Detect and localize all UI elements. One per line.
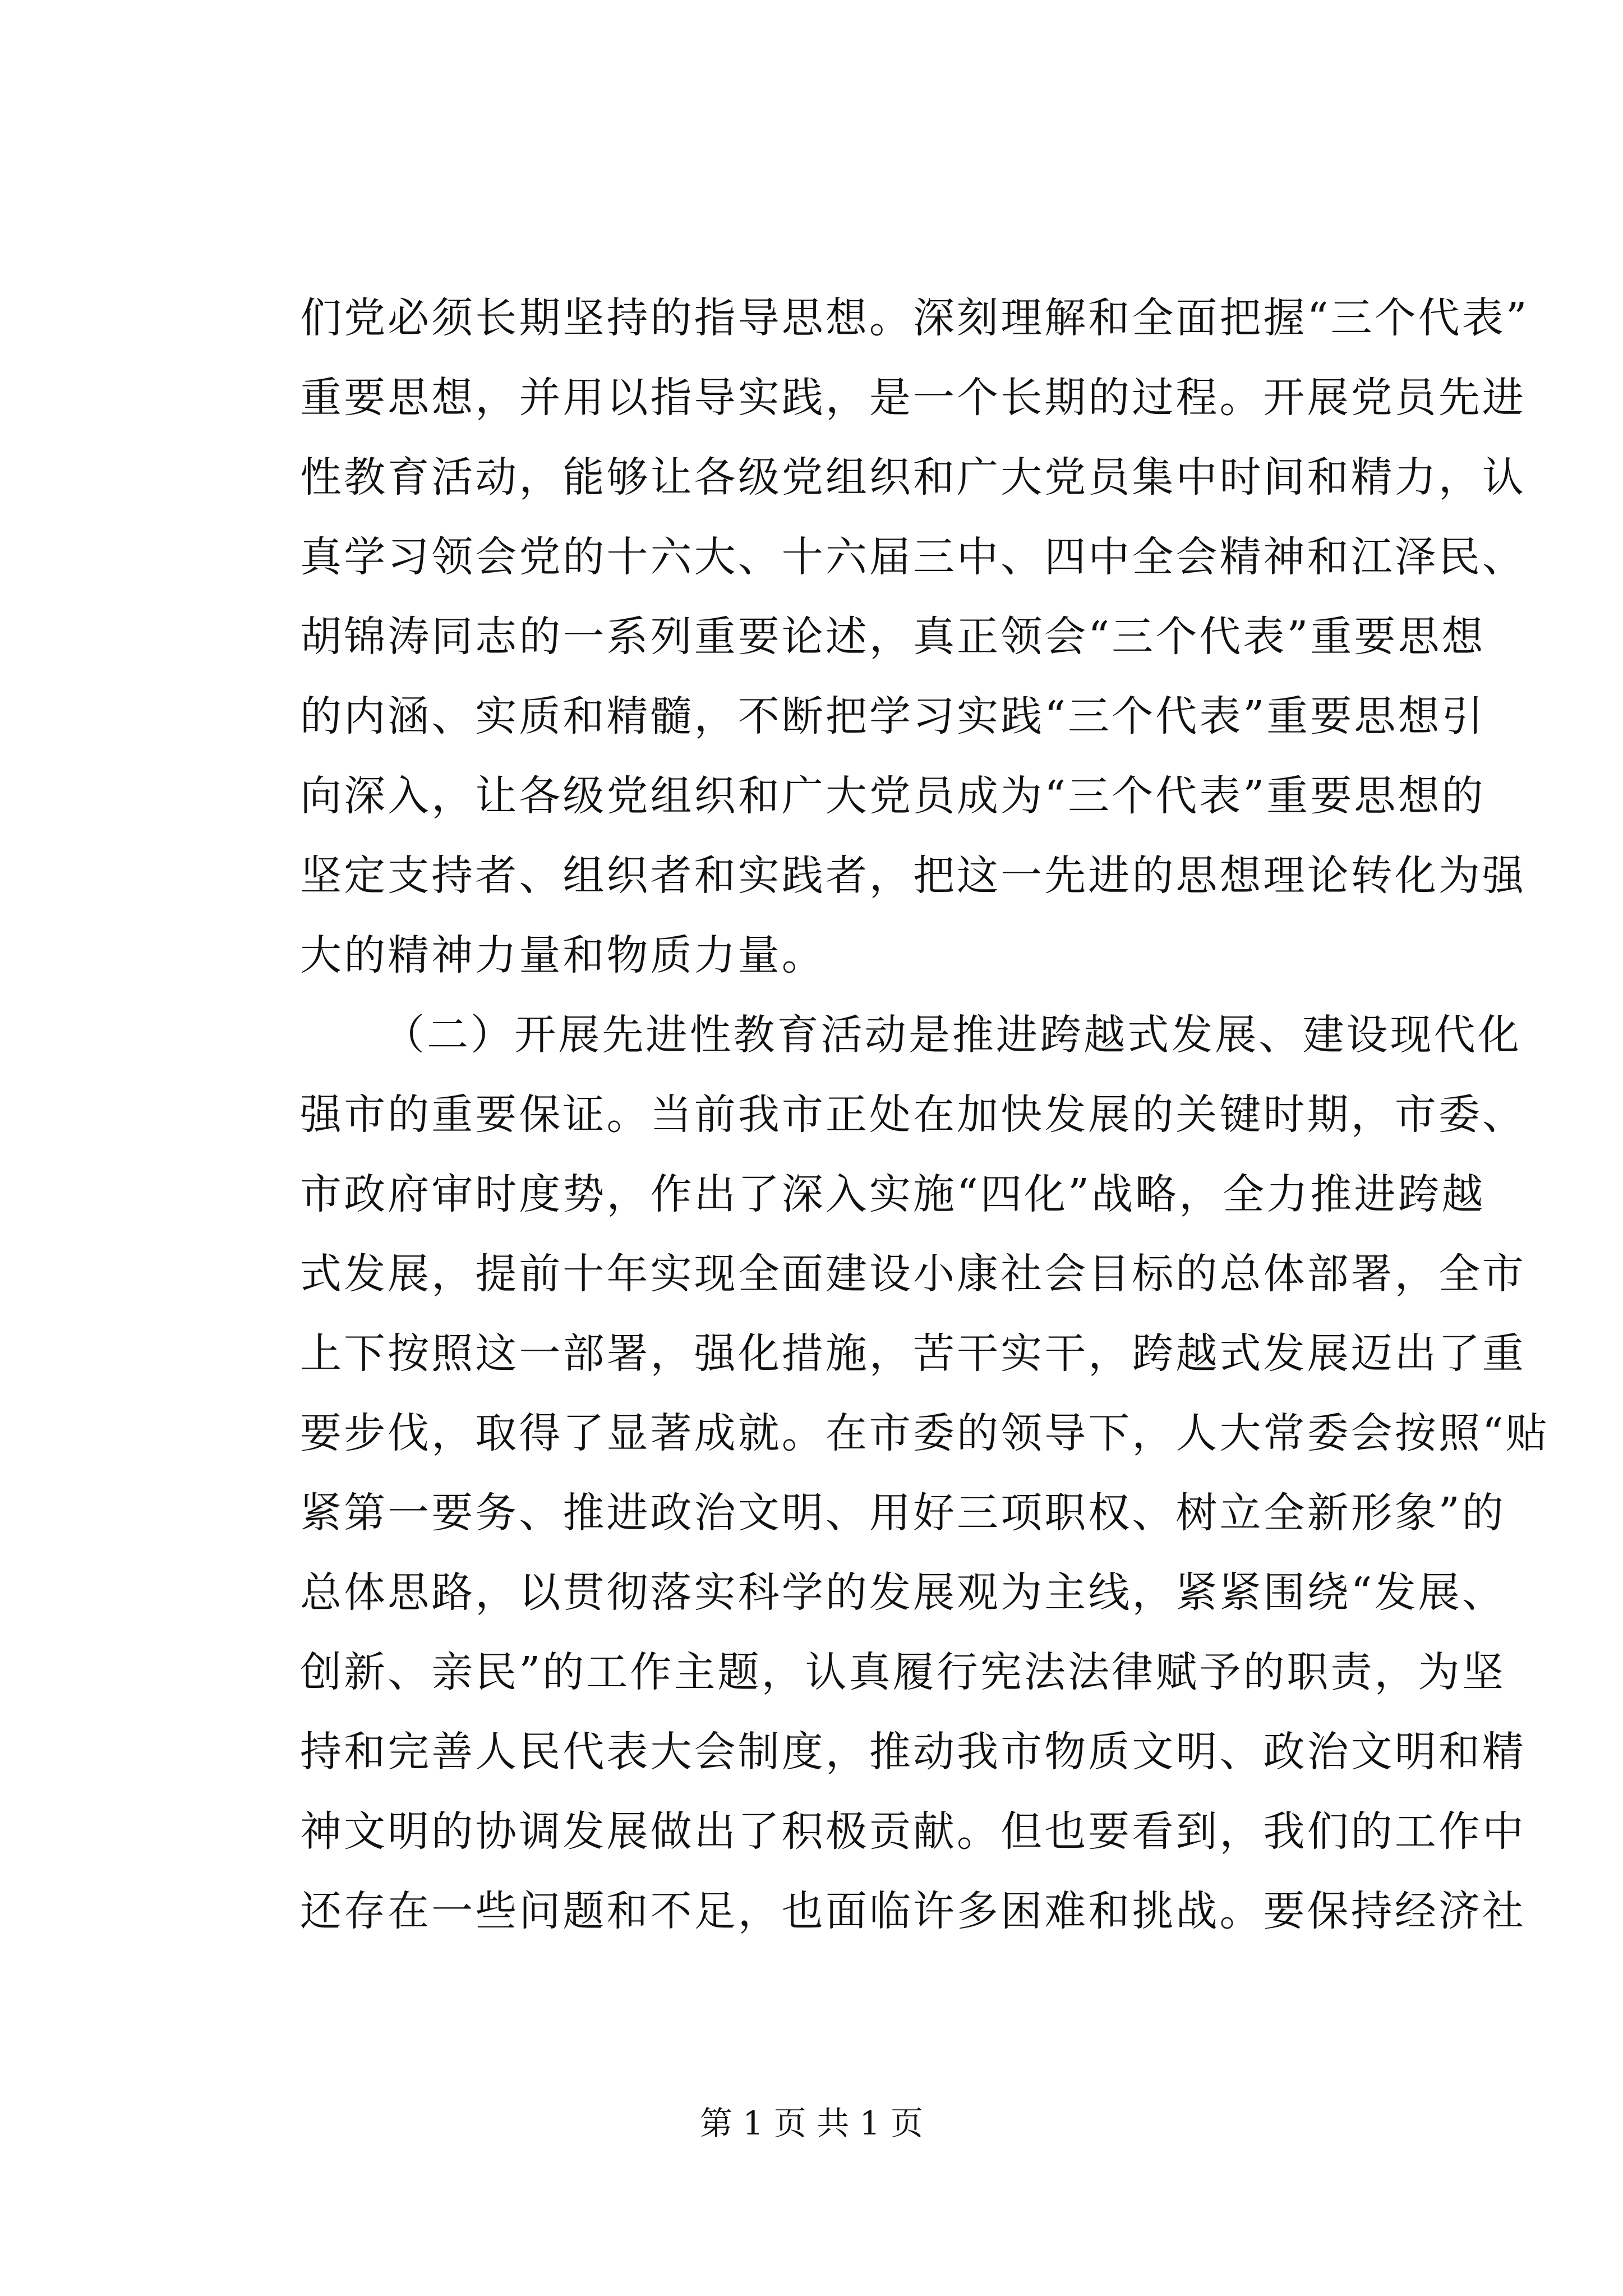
paragraph-first-line: （二）开展先进性教育活动是推进跨越式发展、建设现代化	[383, 1011, 1521, 1059]
text-line: 大的精神力量和物质力量。	[300, 931, 826, 979]
page-footer: 第 1 页 共 1 页	[700, 2104, 923, 2142]
text-line: 的内涵、实质和精髓，不断把学习实践“三个代表”重要思想引	[300, 692, 1486, 740]
text-line: 们党必须长期坚持的指导思想。深刻理解和全面把握“三个代表”	[300, 294, 1529, 342]
text-line: 强市的重要保证。当前我市正处在加快发展的关键时期，市委、	[300, 1091, 1526, 1139]
text-line: 坚定支持者、组织者和实践者，把这一先进的思想理论转化为强	[300, 852, 1526, 900]
text-line: 性教育活动，能够让各级党组织和广大党员集中时间和精力，认	[300, 453, 1526, 501]
text-line: 持和完善人民代表大会制度，推动我市物质文明、政治文明和精	[300, 1728, 1526, 1776]
text-line: 胡锦涛同志的一系列重要论述，真正领会“三个代表”重要思想	[300, 613, 1486, 661]
text-line: 上下按照这一部署，强化措施，苦干实干，跨越式发展迈出了重	[300, 1329, 1526, 1378]
text-line: 创新、亲民”的工作主题，认真履行宪法法律赋予的职责，为坚	[300, 1648, 1506, 1696]
text-line: 式发展，提前十年实现全面建设小康社会目标的总体部署，全市	[300, 1250, 1526, 1298]
text-line: 市政府审时度势，作出了深入实施“四化”战略，全力推进跨越	[300, 1170, 1486, 1218]
text-line: 真学习领会党的十六大、十六届三中、四中全会精神和江泽民、	[300, 533, 1526, 581]
text-line: 总体思路，以贯彻落实科学的发展观为主线，紧紧围绕“发展、	[300, 1568, 1506, 1617]
text-line: 重要思想，并用以指导实践，是一个长期的过程。开展党员先进	[300, 374, 1526, 422]
text-line: 紧第一要务、推进政治文明、用好三项职权、树立全新形象”的	[300, 1489, 1506, 1537]
text-line: 向深入，让各级党组织和广大党员成为“三个代表”重要思想的	[300, 772, 1486, 820]
text-line: 要步伐，取得了显著成就。在市委的领导下，人大常委会按照“贴	[300, 1409, 1550, 1457]
text-line: 还存在一些问题和不足，也面临许多困难和挑战。要保持经济社	[300, 1887, 1526, 1935]
text-line: 神文明的协调发展做出了积极贡献。但也要看到，我们的工作中	[300, 1807, 1526, 1856]
